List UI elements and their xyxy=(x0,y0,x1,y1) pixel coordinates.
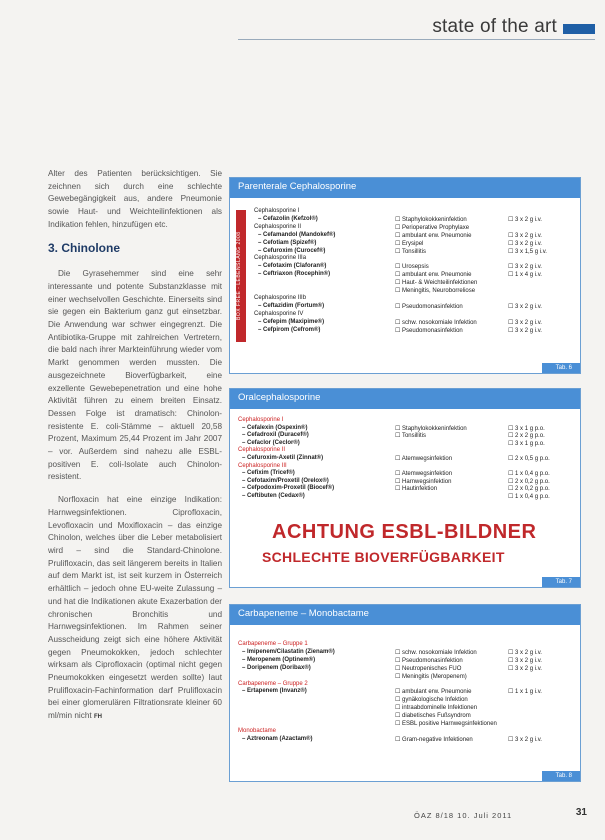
table-oral-cephalosporins xyxy=(229,388,581,588)
indication-cell: ☐ intraabdominelle Infektionen xyxy=(395,705,478,712)
drug-cell: Cephalosporine I xyxy=(254,208,300,214)
indication-cell: ☐ Tonsillitis xyxy=(395,433,426,440)
drug-cell: Monobactame xyxy=(238,727,277,734)
dosage-cell: ☐ 1 x 1 g i.v. xyxy=(508,689,542,696)
indication-cell: ☐ Perioperative Prophylaxe xyxy=(395,224,470,231)
drug-cell: – Cefuroxim-Axetil (Zinnat®) xyxy=(242,455,324,461)
dosage-cell: ☐ 3 x 2 g i.v. xyxy=(508,240,542,247)
section-heading: 3. Chinolone xyxy=(48,240,120,255)
table-parenteral-cephalosporins xyxy=(229,177,581,374)
warning-bioavailability: SCHLECHTE BIOVERFÜGBARKEIT xyxy=(262,549,505,565)
drug-cell: – Cefixim (Tricef®) xyxy=(242,470,295,477)
drug-cell: Cephalosporine II xyxy=(254,223,302,230)
indication-cell: ☐ Pseudomonasinfektion xyxy=(395,327,463,334)
page-number: 31 xyxy=(575,807,587,818)
drug-cell: – Cefuroxim (Curocef®) xyxy=(258,247,326,254)
table-body xyxy=(230,198,580,368)
indication-cell: ☐ gynäkologische Infektion xyxy=(395,697,468,704)
drug-cell: – Cefotaxim (Claforan®) xyxy=(258,263,327,270)
drug-cell: – Ceftibuten (Cedax®) xyxy=(242,493,305,499)
indication-cell: ☐ Hautinfektion xyxy=(395,486,438,493)
box-header: Parenterale Cephalosporine xyxy=(230,178,580,198)
drug-cell: – Ceftriaxon (Rocephin®) xyxy=(258,271,331,278)
indication-cell: ☐ Meningitis (Meropenem) xyxy=(395,673,467,680)
indication-cell: ☐ ESBL positive Harnwegsinfektionen xyxy=(395,721,497,727)
paragraph-intro: Alter des Patienten berücksichtigen. Sie zeichnen sich durch eine schlechte Gewebegängigkeit aus, andere Pneumonie sowie Haut- und Weichteilinfektionen als Indikation fehlen, hinzufügen etc. xyxy=(48,169,222,229)
end-marker: FH xyxy=(93,714,102,721)
indication-cell: ☐ Staphylokokkeninfektion xyxy=(395,216,467,223)
header-accent-bar xyxy=(563,24,595,34)
indication-cell: ☐ Pseudomonasinfektion xyxy=(395,303,463,310)
indication-cell: ☐ Tonsillitis xyxy=(395,248,426,255)
dosage-cell: ☐ 3 x 2 g i.v. xyxy=(508,665,542,672)
indication-cell: ☐ ambulant erw. Pneumonie xyxy=(395,232,472,239)
dosage-cell: ☐ 2 x 0,2 g p.o. xyxy=(508,478,550,485)
indication-cell: ☐ schw. nosokomiale Infektion xyxy=(395,319,477,326)
indication-cell: ☐ Meningitis, Neuroborreliose xyxy=(395,288,476,294)
drug-cell: – Cefpirom (Cefrom®) xyxy=(258,326,321,333)
dosage-cell: ☐ 1 x 0,4 g p.o. xyxy=(508,494,550,500)
drug-cell: – Cefotaxim/Proxetil (Orelox®) xyxy=(242,477,329,484)
dosage-cell: ☐ 3 x 2 g i.v. xyxy=(508,649,542,656)
header-rule xyxy=(238,39,595,40)
paragraph-gyrase: Die Gyrasehemmer sind eine sehr interessante und potente Substanzklasse mit einer wechselvollen Geschichte. Einerseits sind sie gegen ein Bakterium ganz gut einsetzbar. Die Anwendung war schwer eingegrenzt. Die Antibiotika-Gruppe mit zahlreichen Vertretern, die bald nach ihrer Markteinführung wieder vom Markt genommen werden mussten. Die ausgezeichnete Bioverfügbarkeit, eine exzellente Gewebepenetration und eine hohe Aktivität führen zu einem breiten Einsatz. Dessen Folge ist dramatisch: Chinolon-resistente E. coli-Stämme – aktuell 20,58 Prozent, Maximum 25,44 Prozent im Jahr 2007 – vor. Außerdem sind nahezu alle ESBL-positiven E. coli-Isolate auch Chinolon-resistent. xyxy=(48,269,222,482)
table-body xyxy=(230,625,580,777)
box-header: Oralcephalosporine xyxy=(230,389,580,409)
table-caption: Tab. 6 xyxy=(542,363,580,373)
page-header-title: state of the art xyxy=(432,16,557,37)
indication-cell: ☐ Erysipel xyxy=(395,240,424,247)
dosage-cell: ☐ 1 x 4 g i.v. xyxy=(508,272,542,279)
dosage-cell: ☐ 3 x 1 g p.o. xyxy=(508,440,545,447)
dosage-cell: ☐ 3 x 2 g i.v. xyxy=(508,657,542,664)
indication-cell: ☐ diabetisches Fußsyndrom xyxy=(395,713,471,720)
indication-cell: ☐ Atemwegsinfektion xyxy=(395,456,453,462)
drug-cell: Cephalosporine III xyxy=(238,462,287,469)
paragraph-norfloxacin: Norfloxacin hat eine einzige Indikation: Harnwegsinfektionen. Ciprofloxacin, Levofloxacin und Moxifloxacin – das einzige Chinolon, welches über die Leber metabolisiert wird – sind die Standard-Chinolone. Prulifloxacin, das seit längerem bereits in Italien auf dem Markt ist, ist seit kurzem in Österreich erhältlich – jedoch ohne EU-weite Zulassung – und hat die Indikationen akute Exazerbation der chronischen Bronchitis und Harnwegsinfektionen. Im Rahmen seiner Ausscheidung zeigt sich eine höhere Aktivität gegen Pneumokokken, jedoch schlechter wirksam als Ciprofloxacin (optimal nicht gegen Pneumokokken eingesetzt werden sollte) laut Prulifloxacin-Fachinformation darf Prulifloxacin bei einer glomerulären Filtrationsrate kleiner 60 ml/min nicht FH xyxy=(48,495,222,721)
indication-cell: ☐ Atemwegsinfektion xyxy=(395,471,453,478)
drug-cell: – Cefalexin (Ospexin®) xyxy=(242,424,308,431)
drug-cell: Cephalosporine I xyxy=(238,417,284,423)
dosage-cell: ☐ 3 x 2 g i.v. xyxy=(508,327,542,334)
dosage-cell: ☐ 3 x 2 g i.v. xyxy=(508,736,542,743)
table-caption: Tab. 7 xyxy=(542,577,580,587)
drug-cell: Cephalosporine IIIb xyxy=(254,294,307,301)
drug-cell: – Aztreonam (Azactam®) xyxy=(242,735,313,742)
dosage-cell: ☐ 3 x 1,5 g i.v. xyxy=(508,248,547,255)
indication-cell: ☐ ambulant erw. Pneumonie xyxy=(395,689,472,696)
dosage-cell: ☐ 3 x 2 g i.v. xyxy=(508,264,542,271)
journal-reference: ÖAZ 8/18 10. Juli 2011 xyxy=(414,811,513,820)
drug-cell: Cephalosporine IV xyxy=(254,310,304,317)
drug-cell: Carbapeneme – Gruppe 2 xyxy=(238,680,308,687)
indication-cell: ☐ schw. nosokomiale Infektion xyxy=(395,649,477,656)
drug-cell: Cephalosporine IIIa xyxy=(254,255,307,262)
dosage-cell: ☐ 3 x 2 g i.v. xyxy=(508,232,542,239)
warning-esbl: ACHTUNG ESBL-BILDNER xyxy=(272,521,537,543)
indication-cell: ☐ Haut- & Weichteilinfektionen xyxy=(395,280,478,287)
drug-cell: – Ceftazidim (Fortum®) xyxy=(258,302,325,309)
dosage-cell: ☐ 3 x 2 g i.v. xyxy=(508,319,542,326)
dosage-cell: ☐ 3 x 2 g i.v. xyxy=(508,303,542,310)
indication-cell: ☐ Gram-negative Infektionen xyxy=(395,736,473,743)
indication-cell: ☐ Pseudomonasinfektion xyxy=(395,657,463,664)
drug-cell: – Cefepim (Maxipime®) xyxy=(258,318,325,325)
drug-cell: – Cefamandol (Mandokef®) xyxy=(258,231,336,238)
drug-cell: – Meropenem (Optinem®) xyxy=(242,656,316,663)
drug-cell: – Doripenem (Doribax®) xyxy=(242,664,311,671)
dosage-cell: ☐ 2 x 2 g p.o. xyxy=(508,433,545,440)
drug-cell: Carbapeneme – Gruppe 1 xyxy=(238,641,308,647)
dosage-cell: ☐ 2 x 0,5 g p.o. xyxy=(508,456,550,462)
drug-cell: – Cefaclor (Ceclor®) xyxy=(242,439,300,446)
indication-cell: ☐ ambulant erw. Pneumonie xyxy=(395,272,472,279)
indication-cell: ☐ Urosepsis xyxy=(395,264,429,271)
table-carbapenems xyxy=(229,604,581,782)
drug-cell: Cephalosporine II xyxy=(238,447,286,454)
drug-cell: – Imipenem/Cilastatin (Zienam®) xyxy=(242,648,335,655)
drug-cell: – Ertapenem (Invanz®) xyxy=(242,688,307,695)
dosage-cell: ☐ 3 x 1 g p.o. xyxy=(508,425,545,432)
dosage-cell: ☐ 1 x 0,4 g p.o. xyxy=(508,471,550,478)
drug-cell: – Cefadroxil (Duracef®) xyxy=(242,432,309,439)
drug-cell: – Cefotiam (Spizef®) xyxy=(258,239,317,246)
dosage-cell: ☐ 2 x 0,2 g p.o. xyxy=(508,486,550,493)
drug-cell: – Cefazolin (Kefzol®) xyxy=(258,215,318,222)
side-label: BOX FREE - LEBENSLANG 2008 xyxy=(236,210,246,342)
dosage-cell: ☐ 3 x 2 g i.v. xyxy=(508,216,542,223)
indication-cell: ☐ Harnwegsinfektion xyxy=(395,478,452,485)
left-text-column xyxy=(48,168,222,734)
box-header: Carbapeneme – Monobactame xyxy=(230,605,580,625)
table-caption: Tab. 8 xyxy=(542,771,580,781)
indication-cell: ☐ Staphylokokkeninfektion xyxy=(395,425,467,432)
drug-cell: – Cefpodoxim-Proxetil (Biocef®) xyxy=(242,485,335,492)
indication-cell: ☐ Neutropenisches FUO xyxy=(395,665,462,672)
table-body xyxy=(230,409,580,583)
